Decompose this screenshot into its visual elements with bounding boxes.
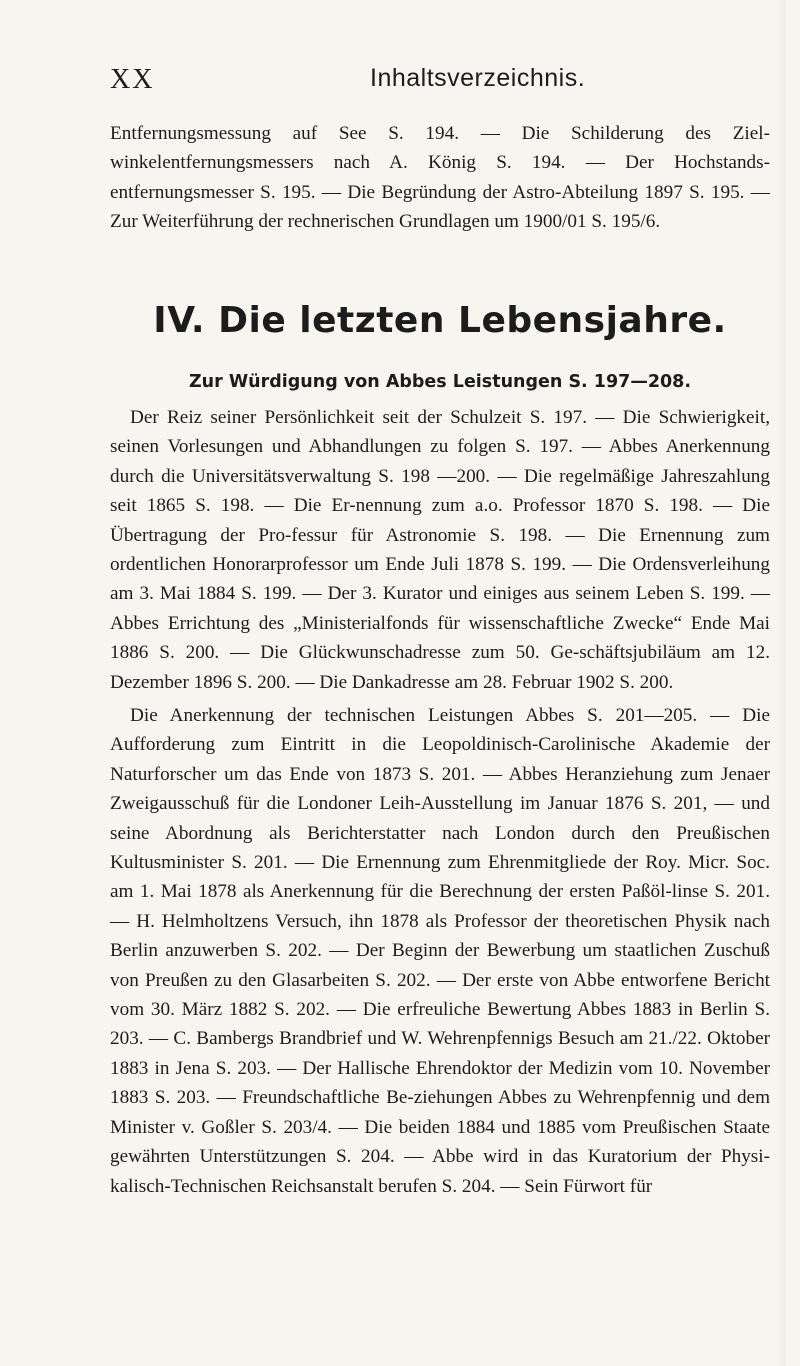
- page-number: XX: [110, 64, 155, 95]
- toc-paragraph-2: Der Reiz seiner Persönlichkeit seit der Schulzeit S. 197. — Die Schwierigkeit, seinen Vorlesungen und Abhandlungen zu folgen S. 197. — Abbes Anerkennung durch die Universitätsverwaltung S. 198 —200. — Die regelmäßige Jahreszahlung seit 1865 S. 198. — Die Er-nennung zum a.o. Professor 1870 S. 198. — Die Übertragung der Pro-fessur für Astronomie S. 198. — Die Ernennung zum ordentlichen Honorarprofessor um Ende Juli 1878 S. 199. — Die Ordensverleihung am 3. Mai 1884 S. 199. — Der 3. Kurator und einiges aus seinem Leben S. 199. — Abbes Errichtung des „Ministerialfonds für wissenschaftliche Zwecke“ Ende Mai 1886 S. 200. — Die Glückwunschadresse zum 50. Ge-schäftsjubiläum am 12. Dezember 1896 S. 200. — Die Dankadresse am 28. Februar 1902 S. 200.: [110, 407, 770, 693]
- section-title: IV. Die letzten Lebensjahre.: [153, 300, 727, 341]
- header-title: Inhaltsverzeichnis.: [370, 64, 586, 92]
- toc-paragraph-1: Entfernungsmessung auf See S. 194. — Die Schilderung des Ziel-winkelentfernungsmessers nach A. König S. 194. — Der Hochstands-entfernungsmesser S. 195. — Die Begründung der Astro-Abteilung 1897 S. 195. — Zur Weiterführung der rechnerischen Grundlagen um 1900/01 S. 195/6.: [110, 123, 770, 233]
- running-header: [110, 64, 770, 104]
- section-subtitle: Zur Würdigung von Abbes Leistungen S. 197—208.: [188, 372, 692, 392]
- toc-paragraph-3: Die Anerkennung der technischen Leistungen Abbes S. 201—205. — Die Aufforderung zum Eintritt in die Leopoldinisch-Carolinische Akademie der Naturforscher um das Ende von 1873 S. 201. — Abbes Heranziehung zum Jenaer Zweigausschuß für die Londoner Leih-Ausstellung im Januar 1876 S. 201, — und seine Abordnung als Berichterstatter nach London durch den Preußischen Kultusminister S. 201. — Die Ernennung zum Ehrenmitgliede der Roy. Micr. Soc. am 1. Mai 1878 als Anerkennung für die Berechnung der ersten Paßöl-linse S. 201. — H. Helmholtzens Versuch, ihn 1878 als Professor der theoretischen Physik nach Berlin anzuwerben S. 202. — Der Beginn der Bewerbung um staatlichen Zuschuß von Preußen zu den Glasarbeiten S. 202. — Der erste von Abbe entworfene Bericht vom 30. März 1882 S. 202. — Die erfreuliche Bewertung Abbes 1883 in Berlin S. 203. — C. Bambergs Brandbrief und W. Wehrenpfennigs Besuch am 21./22. Oktober 1883 in Jena S. 203. — Der Hallische Ehrendoktor der Medizin vom 10. November 1883 S. 203. — Freundschaftliche Be-ziehungen Abbes zu Wehrenpfennig und dem Minister v. Goßler S. 203/4. — Die beiden 1884 und 1885 vom Preußischen Staate gewährten Unterstützungen S. 204. — Abbe wird in das Kuratorium der Physi-kalisch-Technischen Reichsanstalt berufen S. 204. — Sein Fürwort für: [110, 705, 770, 1197]
- page-edge-shadow: [776, 0, 786, 1366]
